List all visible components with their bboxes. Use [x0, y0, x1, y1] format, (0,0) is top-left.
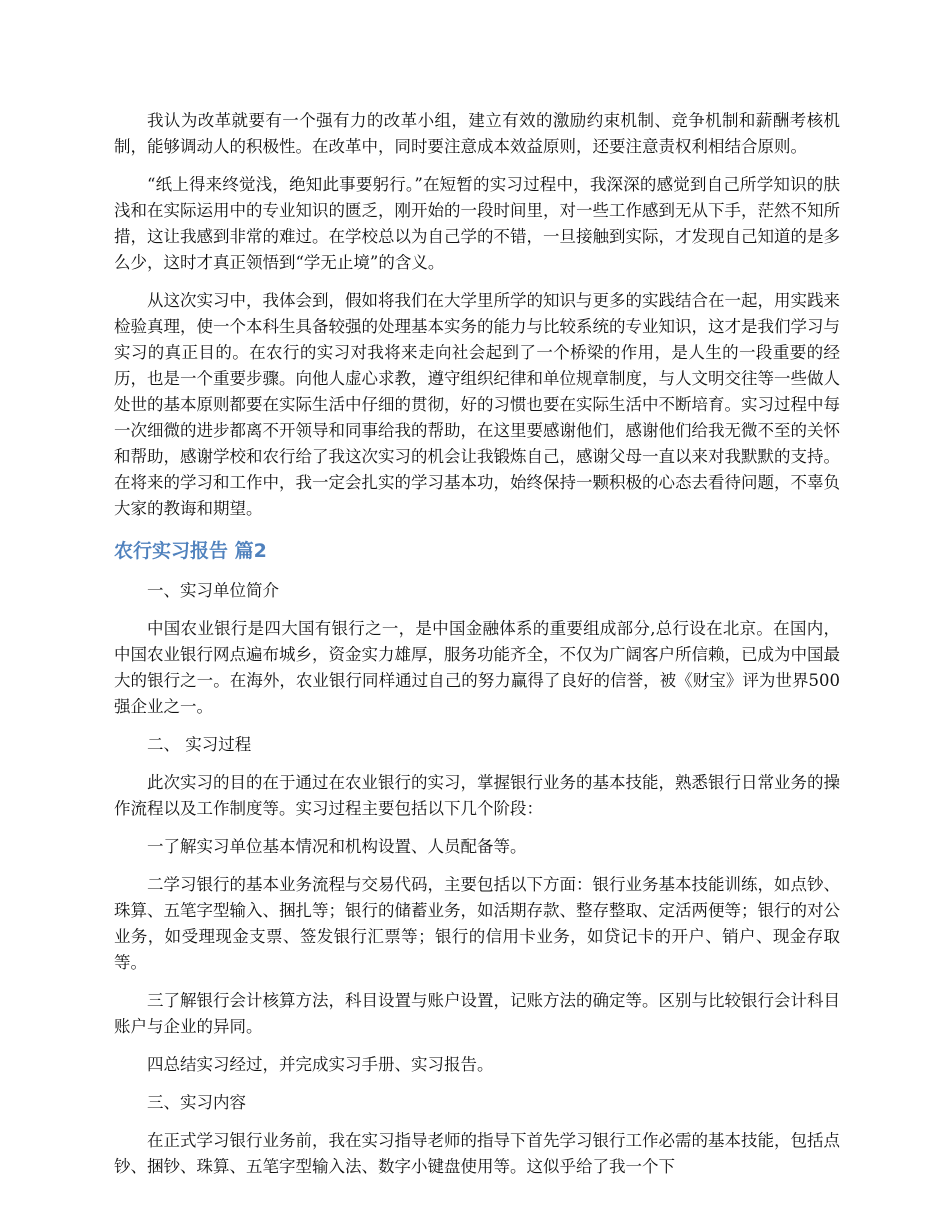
document-page [114, 108, 840, 1192]
body-paragraph: 在正式学习银行业务前，我在实习指导老师的指导下首先学习银行工作必需的基本技能，包括点钞、捆钞、珠算、五笔字型输入法、数字小键盘使用等。这似乎给了我一个下 [114, 1131, 840, 1176]
subsection-title: 一、实习单位简介 [147, 581, 279, 600]
body-paragraph: 我认为改革就要有一个强有力的改革小组，建立有效的激励约束机制、竞争机制和薪酬考核机制，能够调动人的积极性。在改革中，同时要注意成本效益原则，还要注意责权利相结合原则。 [114, 111, 840, 156]
list-item: 四总结实习经过，并完成实习手册、实习报告。 [147, 1055, 494, 1074]
list-item: 二学习银行的基本业务流程与交易代码，主要包括以下方面：银行业务基本技能训练，如点钞、珠算、五笔字型输入、捆扎等；银行的储蓄业务，如活期存款、整存整取、定活两便等；银行的对公业务，如受理现金支票、签发银行汇票等；银行的信用卡业务，如贷记卡的开户、销户、现金存取等。 [114, 875, 840, 972]
section-heading: 农行实习报告 篇2 [114, 540, 267, 562]
body-paragraph: 从这次实习中，我体会到，假如将我们在大学里所学的知识与更多的实践结合在一起，用实践来检验真理，使一个本科生具备较强的处理基本实务的能力与比较系统的专业知识，这才是我们学习与实习的真正目的。在农行的实习对我将来走向社会起到了一个桥梁的作用，是人生的一段重要的经历，也是一个重要步骤。向他人虚心求教，遵守组织纪律和单位规章制度，与人文明交往等一些做人处世的基本原则都要在实际生活中仔细的贯彻，好的习惯也要在实际生活中不断培育。实习过程中每一次细微的进步都离不开领导和同事给我的帮助，在这里要感谢他们，感谢他们给我无微不至的关怀和帮助，感谢学校和农行给了我这次实习的机会让我锻炼自己，感谢父母一直以来对我默默的支持。在将来的学习和工作中，我一定会扎实的学习基本功，始终保持一颗积极的心态去看待问题，不辜负大家的教诲和期望。 [114, 291, 840, 518]
subsection-title: 三、实习内容 [147, 1093, 246, 1112]
list-item: 一了解实习单位基本情况和机构设置、人员配备等。 [147, 837, 527, 856]
list-item: 三了解银行会计核算方法，科目设置与账户设置，记账方法的确定等。区别与比较银行会计科目账户与企业的异同。 [114, 991, 840, 1036]
body-paragraph: 中国农业银行是四大国有银行之一，是中国金融体系的重要组成部分,总行设在北京。在国内，中国农业银行网点遍布城乡，资金实力雄厚，服务功能齐全，不仅为广阔客户所信赖，已成为中国最大的银行之一。在海外，农业银行同样通过自己的努力赢得了良好的信誉，被《财宝》评为世界500强企业之一。 [114, 619, 840, 716]
body-paragraph: 此次实习的目的在于通过在农业银行的实习，掌握银行业务的基本技能，熟悉银行日常业务的操作流程以及工作制度等。实习过程主要包括以下几个阶段： [114, 773, 840, 818]
subsection-title: 二、 实习过程 [147, 735, 252, 754]
body-paragraph: “纸上得来终觉浅，绝知此事要躬行。”在短暂的实习过程中，我深深的感觉到自己所学知识的肤浅和在实际运用中的专业知识的匮乏，刚开始的一段时间里，对一些工作感到无从下手，茫然不知所措，这让我感到非常的难过。在学校总以为自己学的不错，一旦接触到实际，才发现自己知道的是多么少，这时才真正领悟到“学无止境”的含义。 [114, 175, 840, 272]
